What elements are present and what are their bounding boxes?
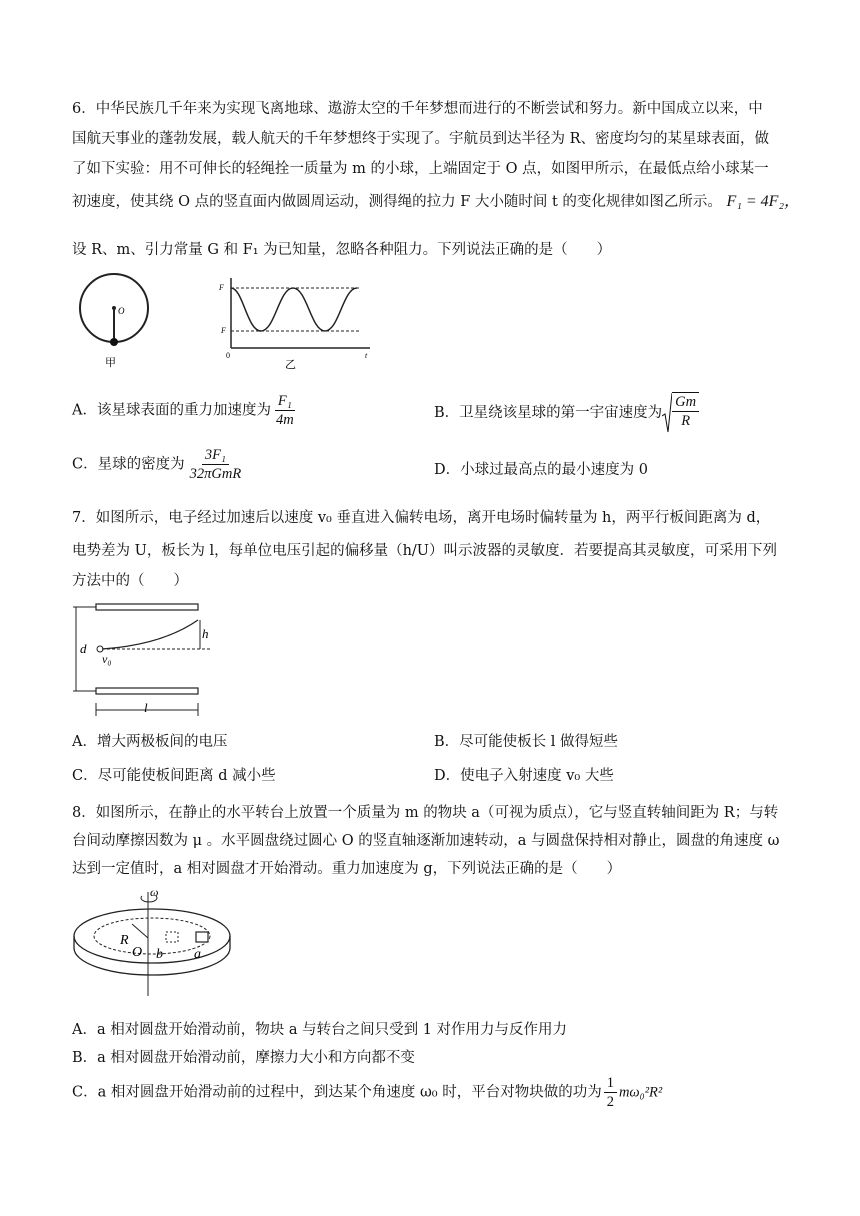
q6-equation: F₁ = 4F₂，	[726, 193, 801, 210]
q6-option-c-text: C．星球的密度为	[72, 456, 185, 473]
pivot-point	[112, 306, 116, 310]
q8-line-1: 8．如图所示，在静止的水平转台上放置一个质量为 m 的物块 a（可视为质点），它与竖直转轴间距为 R；与转	[72, 805, 779, 821]
q8-line-3: 达到一定值时，a 相对圆盘才开始滑动。重力加速度为 g，下列说法正确的是（ ）	[72, 861, 622, 877]
q6-option-a-text: A．该星球表面的重力加速度为	[72, 402, 271, 419]
q6-option-a-numerator: F₁	[275, 392, 295, 411]
q7-option-b[interactable]: B．尽可能使板长 l 做得短些	[434, 734, 619, 750]
label-h: h	[202, 626, 209, 641]
q6-line-5: 设 R、m、引力常量 G 和 F₁ 为已知量，忽略各种阻力。下列说法正确的是（ ）	[72, 242, 612, 258]
q6-option-c-fraction	[187, 446, 245, 483]
label-d: d	[80, 641, 87, 656]
q6-line-1: 6．中华民族几千年来为实现飞离地球、遨游太空的千年梦想而进行的不断尝试和努力。新中国成立以来，中	[72, 101, 763, 117]
q6-option-c-numerator: 3F₁	[202, 446, 229, 465]
q6-option-d[interactable]: D．小球过最高点的最小速度为 0	[434, 462, 648, 478]
label-jia: 甲	[105, 357, 116, 369]
q7-option-a[interactable]: A．增大两极板间的电压	[72, 734, 228, 750]
q7-line-1: 7．如图所示，电子经过加速后以速度 v₀ 垂直进入偏转电场，离开电场时偏转量为 h，两平行板间距离为 d，	[72, 510, 771, 526]
q6-option-a-denominator: 4m	[275, 412, 294, 428]
q6-option-b-numerator: Gm	[672, 393, 699, 412]
q8-option-a[interactable]: A．a 相对圆盘开始滑动前，物块 a 与转台之间只受到 1 对作用力与反作用力	[72, 1022, 568, 1038]
q8-option-c-tail: mω₀²R²	[618, 1084, 663, 1101]
q6-option-b[interactable]	[434, 392, 699, 434]
ball	[110, 338, 118, 346]
q6-option-a-fraction	[273, 392, 297, 429]
q8-option-c-text: C．a 相对圆盘开始滑动前的过程中，到达某个角速度 ω₀ 时，平台对物块做的功为	[72, 1084, 602, 1101]
q8-option-c[interactable]	[72, 1074, 662, 1111]
q6-figure-yi	[215, 274, 375, 370]
label-F-top: F	[219, 283, 224, 292]
label-O: O	[132, 945, 143, 960]
q7-figure-deflection	[72, 600, 222, 720]
q7-line-3: 方法中的（ ）	[72, 573, 188, 589]
q6-option-b-text: B．卫星绕该星球的第一宇宙速度为	[434, 405, 663, 421]
q6-figure-jia	[70, 272, 160, 372]
label-O: O	[118, 306, 125, 316]
q6-line-4	[72, 188, 800, 211]
label-F-bottom: F	[221, 326, 226, 335]
q7-option-d[interactable]: D．使电子入射速度 v₀ 大些	[434, 768, 614, 784]
q6-option-a[interactable]	[72, 392, 299, 429]
q6-option-c[interactable]	[72, 446, 246, 483]
top-plate	[96, 604, 198, 610]
q8-figure-turntable	[70, 884, 240, 1002]
q6-line-3: 了如下实验：用不可伸长的轻绳拴一质量为 m 的小球，上端固定于 O 点，如图甲所示，在最低点给小球某一	[72, 161, 769, 177]
q6-line-2: 国航天事业的蓬勃发展，载人航天的千年梦想终于实现了。宇航员到达半径为 R、密度均匀的某星球表面，做	[72, 131, 770, 147]
label-omega: ω	[150, 885, 159, 899]
label-R: R	[120, 933, 129, 948]
q6-line-4-text: 初速度，使其绕 O 点的竖直面内做圆周运动，测得绳的拉力 F 大小随时间 t 的变化规律如图乙所示。	[72, 194, 722, 210]
label-l: l	[144, 700, 148, 715]
label-a: a	[194, 947, 201, 962]
block-a	[196, 932, 208, 942]
label-yi: 乙	[285, 359, 296, 370]
q6-option-b-sqrt	[662, 392, 699, 434]
radical-sign	[662, 392, 672, 434]
label-b: b	[156, 947, 163, 962]
label-v0: v₀	[102, 652, 112, 666]
q8-line-2: 台间动摩擦因数为 μ 。水平圆盘绕过圆心 O 的竖直轴逐渐加速转动，a 与圆盘保持相对静止，圆盘的角速度 ω	[72, 833, 780, 849]
q6-option-c-denominator: 32πGmR	[189, 466, 242, 482]
tension-curve	[231, 288, 357, 331]
q6-option-b-denominator: R	[681, 413, 691, 429]
q8-option-b[interactable]: B．a 相对圆盘开始滑动前，摩擦力大小和方向都不变	[72, 1050, 415, 1066]
q7-line-2: 电势差为 U，板长为 l，每单位电压引起的偏移量（h/U）叫示波器的灵敏度．若要提高其灵敏度，可采用下列	[72, 543, 778, 559]
q7-option-c[interactable]: C．尽可能使板间距离 d 减小些	[72, 768, 276, 784]
q8-option-c-denominator: 2	[606, 1094, 614, 1110]
q8-option-c-numerator: 1	[604, 1074, 617, 1093]
q8-option-c-fraction	[604, 1074, 617, 1111]
electron-trajectory	[102, 620, 198, 649]
label-origin: 0	[226, 351, 230, 360]
label-t: t	[365, 351, 368, 360]
bottom-plate	[96, 688, 198, 694]
